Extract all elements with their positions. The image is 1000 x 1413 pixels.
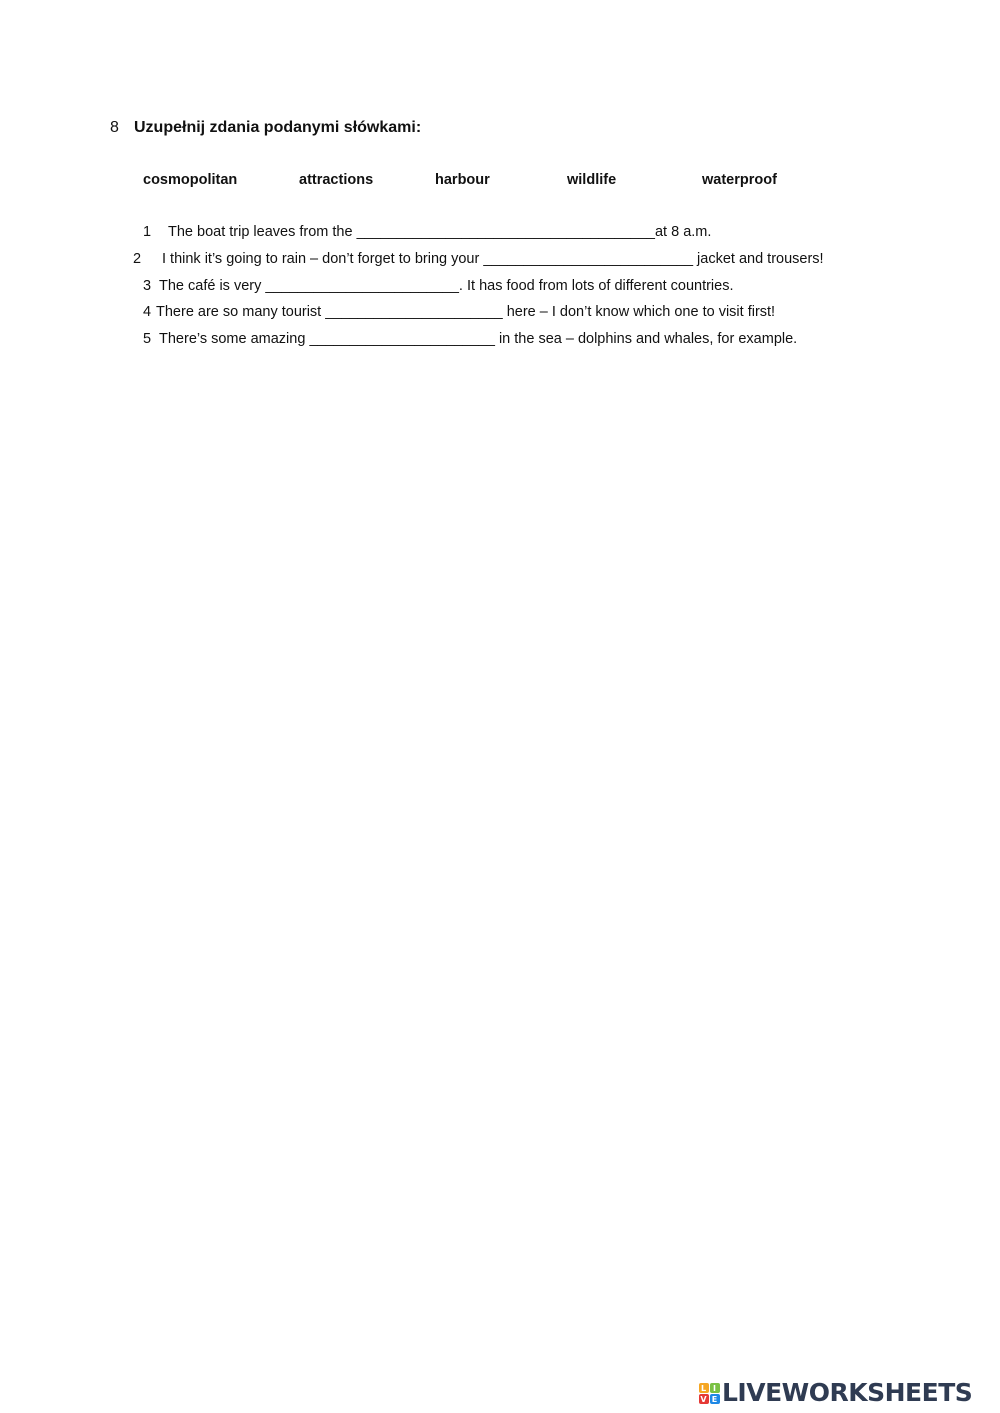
sentence-text-after: . It has food from lots of different countries. <box>458 278 734 294</box>
sentence-text-before: There’s some amazing <box>159 331 310 347</box>
sentence-number: 4 <box>143 304 152 320</box>
sentence-text-before: I think it’s going to rain – don’t forget to bring your <box>162 251 484 267</box>
logo-tile: E <box>710 1394 720 1404</box>
word-bank-item: cosmopolitan <box>143 172 238 188</box>
sentence-text-after: in the sea – dolphins and whales, for example. <box>494 331 798 347</box>
liveworksheets-logo <box>698 1378 972 1408</box>
word-bank-item: wildlife <box>567 172 617 188</box>
answer-blank[interactable]: ______________________ <box>325 304 503 320</box>
sentence-number: 5 <box>143 331 152 347</box>
word-bank-item: attractions <box>299 172 374 188</box>
sentence-4 <box>143 304 775 320</box>
sentence-text-before: The boat trip leaves from the <box>168 224 357 240</box>
sentence-number: 2 <box>133 251 142 267</box>
logo-tile: I <box>710 1383 720 1393</box>
sentence-3 <box>143 278 734 294</box>
logo-mark-icon <box>698 1382 720 1404</box>
exercise-title: Uzupełnij zdania podanymi słówkami: <box>134 119 422 136</box>
logo-tile: V <box>700 1394 707 1404</box>
answer-blank[interactable]: __________________________ <box>483 251 694 267</box>
sentence-1 <box>143 224 711 240</box>
answer-blank[interactable]: _____________________________________ <box>356 224 655 240</box>
exercise-number: 8 <box>110 119 119 136</box>
word-bank-item: waterproof <box>702 172 777 188</box>
sentence-text-after: at 8 a.m. <box>654 224 712 240</box>
sentence-2 <box>133 251 824 267</box>
logo-tile: L <box>699 1383 709 1393</box>
answer-blank[interactable]: _______________________ <box>309 331 495 347</box>
sentence-5 <box>143 331 797 347</box>
answer-blank[interactable]: ________________________ <box>265 278 459 294</box>
sentence-text-after: here – I don’t know which one to visit first! <box>502 304 776 320</box>
sentence-number: 1 <box>143 224 152 240</box>
word-bank-item: harbour <box>435 172 490 188</box>
sentence-text-before: There are so many tourist <box>156 304 326 320</box>
logo-text: LIVEWORKSHEETS <box>722 1378 973 1407</box>
sentence-text-before: The café is very <box>159 278 266 294</box>
sentence-text-after: jacket and trousers! <box>693 251 824 267</box>
sentence-number: 3 <box>143 278 152 294</box>
